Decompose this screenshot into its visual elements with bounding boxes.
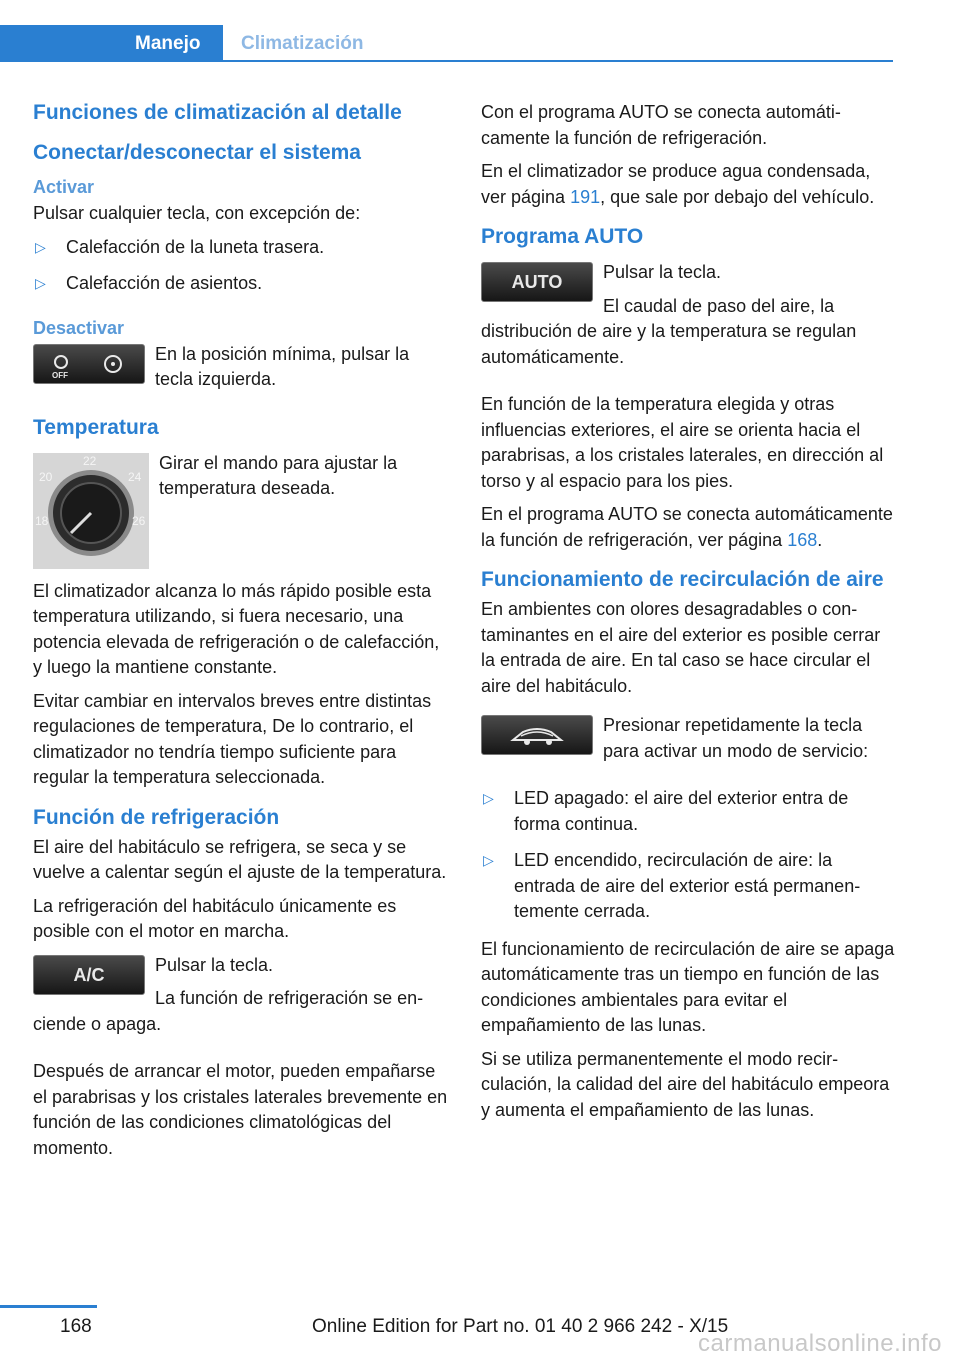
- refrigeracion-title: Función de refrigeración: [33, 805, 280, 829]
- auto-p2: En el programa AUTO se conecta automáticamente la función de refrigeración, ver página 168.: [481, 504, 893, 550]
- auto-title: Programa AUTO: [481, 225, 644, 248]
- recirculacion-p1: En ambientes con olores desagradables o contaminantes en el aire del exterior es posible cerrar la entrada de aire. En tal caso se hace circular el aire del habitáculo.: [481, 599, 881, 696]
- refrigeracion-p3: Después de arrancar el motor, pueden empañarse el parabrisas y los cristales laterales brevemente en función de las condiciones climatológicas del momento.: [33, 1061, 448, 1158]
- recirculacion-p3: Si se utiliza permanentemente el modo recirculación, la calidad del aire del habitáculo empeora y aumenta el empañamiento de las lunas.: [481, 1048, 890, 1120]
- recirculacion-title: Funcionamiento de recirculación de aire: [481, 568, 884, 591]
- list-item: ▷ Calefacción de la luneta trasera.: [33, 235, 448, 267]
- page-link-168[interactable]: 168: [787, 529, 818, 550]
- desactivar-row: [33, 342, 448, 401]
- bullet-triangle-icon: ▷: [483, 852, 494, 868]
- recirculation-key-icon: [481, 715, 593, 755]
- ac-text1: Pulsar la tecla.: [155, 954, 274, 975]
- auto-p1: En función de la temperatura elegida y otras influencias exteriores, el aire se orienta hacia el parabrisas, a los cristales laterales, en dirección al torso y al espacio para los pies.: [481, 394, 884, 491]
- temperatura-row: [33, 451, 448, 575]
- bullet-triangle-icon: ▷: [483, 790, 494, 806]
- bullet-triangle-icon: ▷: [35, 275, 46, 291]
- auto-text1: Pulsar la tecla.: [603, 262, 722, 282]
- desactivar-title: Desactivar: [33, 317, 125, 338]
- refrigeracion-p1: El aire del habitáculo se refrigera, se seca y se vuelve a calentar según el ajuste de la temperatura.: [33, 836, 447, 882]
- temperature-knob-image: [33, 453, 149, 569]
- knob-label-26: 26: [132, 513, 146, 528]
- right-column: [481, 100, 896, 1131]
- ac-row: [33, 953, 448, 1046]
- page-header: [0, 25, 960, 63]
- tab-manejo[interactable]: Manejo: [0, 25, 223, 62]
- left-column: [33, 100, 448, 1169]
- list-item: ▷ LED encendido, recirculación de aire: la entrada de aire del exterior está permanentemente cerrada.: [481, 848, 896, 931]
- list-item: ▷ LED apagado: el aire del exterior entra de forma continua.: [481, 786, 896, 843]
- right-p1: Con el programa AUTO se conecta automáticamente la función de refrigeración.: [481, 102, 841, 148]
- svg-text:OFF: OFF: [52, 370, 68, 380]
- temperatura-p1: El climatizador alcanza lo más rápido posible esta temperatura utilizando, si fuera necesario, una potencia elevada de refrigeración o de calefacción, y luego la mantiene constante.: [33, 580, 440, 677]
- watermark: carmanualsonline.info: [698, 1330, 942, 1357]
- recirc-list: [481, 786, 896, 931]
- list-item: ▷ Calefacción de asientos.: [33, 271, 448, 303]
- activar-list: [33, 235, 448, 303]
- page-number: 168: [60, 1316, 92, 1337]
- edition-footer: Online Edition for Part no. 01 40 2 966 242 - X/15: [312, 1316, 729, 1337]
- activar-title: Activar: [33, 177, 95, 197]
- bullet-triangle-icon: ▷: [35, 238, 46, 255]
- auto-row: [481, 260, 896, 378]
- section-conectar-title: Conectar/desconectar el sistema: [33, 141, 361, 164]
- temperatura-text: Girar el mando para ajustar la temperatura deseada.: [159, 452, 398, 498]
- recirc-row: [481, 713, 896, 772]
- right-p2: En el climatizador se produce agua condensada, ver página 191, que sale por debajo del vehículo.: [481, 161, 875, 207]
- auto-key-icon: AUTO: [481, 262, 593, 302]
- knob-label-24: 24: [128, 469, 142, 484]
- fan-off-key-icon: [33, 344, 145, 384]
- page-link-191[interactable]: 191: [570, 186, 601, 207]
- recirculacion-p2: El funcionamiento de recirculación de aire se apaga automáticamente tras un tiempo en función de las condiciones ambientales para evitar el empañamiento de las lunas.: [481, 938, 895, 1035]
- page-number-rule: [0, 1305, 97, 1308]
- ac-key-icon: A/C: [33, 955, 145, 995]
- ac-text2: La función de refrigeración se enciende o apaga.: [33, 988, 424, 1034]
- refrigeracion-p2: La refrigeración del habitáculo únicamente es posible con el motor en marcha.: [33, 895, 397, 941]
- auto-text2: El caudal de paso del aire, la distribución de aire y la temperatura se regulan automáticamente.: [481, 295, 857, 367]
- desactivar-text: En la posición mínima, pulsar la tecla izquierda.: [155, 343, 410, 389]
- page-title: Funciones de climatización al detalle: [33, 101, 402, 124]
- knob-label-18: 18: [35, 513, 49, 528]
- knob-label-22: 22: [83, 453, 97, 468]
- temperatura-title: Temperatura: [33, 415, 159, 439]
- tab-climatizacion[interactable]: Climatización: [241, 33, 364, 54]
- recirc-key-text: Presionar repetidamente la tecla para activar un modo de servicio:: [603, 715, 869, 761]
- temperatura-p2: Evitar cambiar en intervalos breves entre distintas regulaciones de temperatura, De lo contrario, el climatizador no tendría tiempo suficiente para regular la temperatura seleccionada.: [33, 690, 432, 787]
- activar-text: Pulsar cualquier tecla, con excepción de:: [33, 203, 361, 223]
- knob-label-20: 20: [39, 469, 53, 484]
